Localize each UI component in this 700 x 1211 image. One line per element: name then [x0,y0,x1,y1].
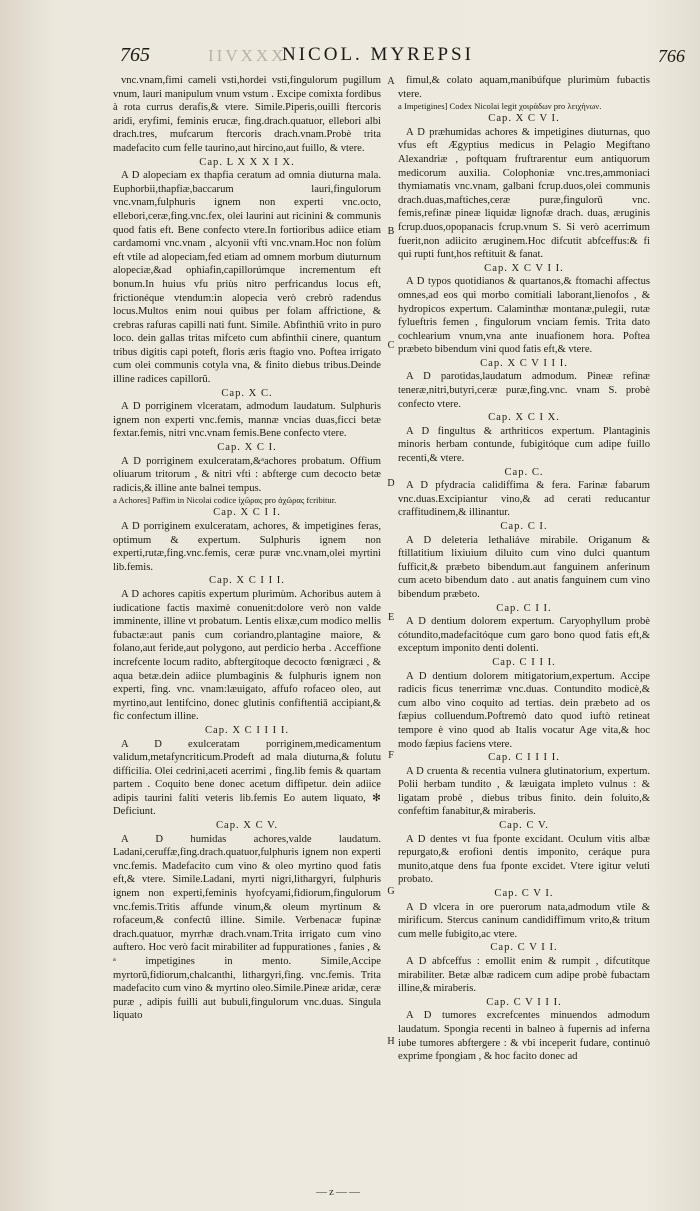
margin-letter: C [387,340,395,351]
right-column [398,74,650,1064]
margin-letter: E [387,612,395,623]
paragraph: A D pfydracia calidiffima & fera. Farinæ fabarum vnc.duas.Excipiantur vino,& ad cerati reducantur craffitudinem,& illinantur. [398,480,650,519]
margin-letter: F [388,750,394,761]
paragraph: A D exulceratam porriginem,medicamentum validum,metafyncriticum.Prodeft ad mala diuturna,& folutu difficilia. Olei cedrini,aceti acerrimi , fing.lib femis & quartam partem . Coquito bene donec acetum diffipetur. dein adiice adipis taurini falíti veteris lib.femis Eo autem liquato, ✻ Deficiunt. [113,738,381,818]
paragraph: A D dentium dolorem mitigatorium,expertum. Accipe radicis ficus tenerrimæ vnc.duas. Contundito modicè,& cum albo vino coquito ad tertias. dein præbeto ad os fæpius colluendum.Poftremò dato quod iuftò retineat tempore è vino quod ab Italis vocatur Age vita,& hoc modo fæpius faciens vtere. [398,670,650,750]
paragraph: A D porriginem vlceratam, admodum laudatum. Sulphuris ignem non experti vnc.femis, mannæ vncias duas,ficci betæ fextar.femis, nitri vnc.vnam femis.Bene confecto vtere. [113,401,381,440]
paragraph: A D dentes vt fua fponte excidant. Oculum vitis albæ repurgato,& erofioni dentis imponito, ceráque pura munito,atque dens fua fponte excidet. Vtere igitur veluti probato. [398,833,650,886]
paragraph: A D achores capitis expertum plurimùm. Achoribus autem à iudicatione factis maximè conuenit:dolore verò non valde imminente, illine vt probatum. Lentis elixæ,cum modico mellis fubactæ:aut panis cum coriandro,plantagine maiore, & folano,aut feride,aut polygono, aut perdicio herba . Acceffione increfcente locum radito, abftergítoque decocto fœnigræci , & aqua betæ.dein adiice plumbaginis & fulphuris ignem non experti, fing. vnc. vnam:læuigato, affufo rofaceo oleo, aut myrtino,aut lentifcino, donec glutinis confiftentiā accipiant,& fic confectum illine. [113,588,381,723]
chapter-heading: Cap. C V I I I. [486,996,562,1008]
footnote: a Achores] Paffim in Nicolai codice ἰχῶρας pro ἀχῶρας fcribitur. [113,495,337,506]
chapter-heading: Cap. X C V I I. [484,262,564,274]
chapter-heading: Cap. X C I I I I. [204,724,290,736]
margin-letter: H [387,1036,395,1047]
page-number-left: 765 [120,44,150,66]
paragraph: A D vlcera in ore puerorum nata,admodum vtile & mirificum. Stercus caninum candidiffimum vrito,& tritum cum melle fubigito,ac vtere. [398,901,650,940]
chapter-heading: Cap. C I I. [496,602,552,614]
paragraph: A D humidas achores,valde laudatum. Ladani,ceruffæ,fing.drach.quatuor,fulphuris ignem non experti vnc.femis. Madefacito cum vino & oleo myrtino quod fatis eft,& vtere. Simile.Ladani, myrti nigri,lithargyri, fulphuris ignem non experti,feminis hyofcyami,fidiorum,fingulorum vnc.femis.Tritis affunde vinum,& oleum myrtinum & rofaceum,& confectũ illine. Simile. Verbenacæ fupinæ drach.quatuor, myrrhæ drach.vnam.Trita irrigato cum vino auftero. Hoc verò facit mirabiliter ad fuppurationes , fanies , & ᵃ impetigines in mento. Simile,Accipe myrtorũ,fidiorum,chalcanthi, lithargyri,fing. vnc.femis. Trita madefacito cum vino & myrtino oleo.Simile.Pineæ aridæ, ceræ puræ , adipis fuilli aut bubuli,fingulorum vnc.duas. Singula liquato [113,833,381,1022]
chapter-heading: Cap. X C I X. [488,412,560,424]
chapter-heading: Cap. X C. [221,387,273,399]
page-number-right: 766 [658,46,685,66]
paragraph: A D tumores excrefcentes minuendos admodum laudatum. Spongia recenti in balneo à fupernis ad inferna iube tumores abftergere : & vbi inceperit fudare, continuò exprime fpongiam , & hoc facito donec ad [398,1010,650,1063]
paragraph: A D cruenta & recentia vulnera glutinatorium, expertum. Polii herbam tundito , & læuigata impleto vulnus : & ligatam probè , diebus tribus finito. dein foluito,& confeftim fanabitur,& miraberis. [398,765,650,818]
paragraph: A D præhumidas achores & impetigines diuturnas, quo vfus eft Ægyptius medicus in Pelagio Megiftano Alexandriæ , poftquam fruftrarentur eum antiquorum medicorum auxilia. Colophoniæ vnc.tres,ammoniaci thymiamatis vnc.vnam, galbani fcrup.duos,olei communis drach.duas,maftiches,ceræ puræ,fingulorũ vnc. femis,refinæ pineæ liquidæ lignofæ drach. duas, æruginis fcrup.duos,opopanacis fcrup.vnum S. Si verò acerrimum fuerit,non adiicito æruginem.Hoc difcutit abfceffus:& fi qui rupti funt,hos reftituit & fanat. [398,126,650,261]
margin-letter: G [387,886,395,897]
bleed-through-text: IIVXXX [208,46,287,65]
paragraph: A D typos quotidianos & quartanos,& ftomachi affectus omnes,ad eos qui morbo comitiali laborant,lienofos , & hydropicos expertum. Calaminthæ montanæ,pulegii, rutæ fylueftris femen , fingulorum vnciam femis. Trita dato cochlearium vnum,vna ante inuafionem hora. Poftea præbeto bibendum vini quod fatis eft,& vtere. [398,276,650,356]
chapter-heading: Cap. C I I I I. [488,752,560,764]
chapter-heading: Cap. C V I I. [490,942,558,954]
paragraph: A D abfceffus : emollit enim & rumpit , difcutítque mirabiliter. Betæ albæ radicem cum adipe probè fubactam illine,& miraberis. [398,956,650,995]
paragraph: A D deleteria lethaliáve mirabile. Origanum & ftillatitium lixiuium diluito cum vino dulci quantum fufficit,& præbeto bibendum.aut fanguinem anferinum cum aceto bibendum dato . aut anatis fanguinem cum vino bibendum præbeto. [398,534,650,600]
paragraph: vnc.vnam,fimi cameli vsti,hordei vsti,fingulorum pugillum vnum, lauri manipulum vnum vstum . Excipe comixta fordibus à rota currus derafis,& vtere. Simile.Piperis,ouilli ftercoris aridi, eryfimi, feminis erucæ, fing.drach.quatuor, ellebori albi drach.tres, mufcarum ftercoris drach.vnam.Probè trita madefacito cum felle taurino,aut hircino,aut fuillo, & vtere. [113,75,381,154]
chapter-heading: Cap. X C V I. [488,113,560,125]
paragraph: A D fingultus & arthriticos expertum. Plantaginis minoris herbam contunde, fubigitóque cum adipe fuillo recenti,& vtere. [398,425,650,465]
paragraph: A D parotidas,laudatum admodum. Pineæ refinæ teneræ,nitri,butyri,ceræ puræ,fing.vnc. vnam S. probè confecto vtere. [398,371,650,410]
chapter-heading: Cap. X C V I I I. [480,357,568,369]
chapter-heading: Cap. C V. [499,820,549,832]
chapter-heading: Cap. X C I I I. [209,575,285,587]
margin-letter: D [387,478,395,489]
paragraph: fimul,& colato aquam,manibúfque plurimùm fubactis vtere. [398,75,650,100]
footnote: a Impetigines] Codex Nicolai legit χοιράδων pro λειχήνων. [398,101,602,112]
running-title: NICOL. MYREPSI [282,44,474,65]
chapter-heading: Cap. X C V. [215,820,279,832]
chapter-heading: Cap. X C I. [217,442,277,454]
paragraph: A D porriginem exulceratam,&ᵃachores probatum. Offium oliuarum tritorum , & nitri vfti : abfterge cum decocto betæ radicis,& illine ante balnei tempus. [113,455,381,494]
chapter-heading: Cap. L X X X I X. [199,156,295,168]
paragraph: A D porriginem exulceratam, achores, & impetigines feras, optimum & expertum. Sulphuris ignem non experti,rutæ,fing.vnc.femis, ceræ puræ vnc.vnam,olei myrtini lib.femis. [113,521,381,573]
page-header [0,44,700,68]
chapter-heading: Cap. C V I. [494,888,554,900]
chapter-heading: Cap. X C I I. [213,507,281,519]
left-column [113,74,381,1023]
margin-letter: B [387,226,395,237]
paragraph: A D dentium dolorem expertum. Caryophyllum probè cótundito,madefacitóque cum garo bono quod fatis eft,& exceptum imponito denti dolenti. [398,616,650,655]
chapter-heading: Cap. C I. [500,521,548,532]
signature-mark: —z—— [316,1186,362,1198]
paragraph: A D alopeciam ex thapfia ceratum ad omnia diuturna mala. Euphorbii,thapfiæ,baccarum lauri,fingulorum vnc.vnam,fulphuris ignem non experti vnc.octo, ellebori,ceræ,fing.vnc.fex, olei laurini aut ricinini & communis quod fatis eft. Bene confecto vtere.In fortioribus adiice etiam cardamomi vnc.vnam , alcyonii vfti vnc.vnam.Hoc non folùm eft vtile ad alopeciam,fed etiam ad omnem morbum diuturnum alopeciæ,&ad ophiafin,capillorúmque incrementum eft bonum.In huius vfu priùs nitro perfricandus locus eft, frictionéque vtendum:in alopecia verò crebrò radendus locus.Multos enim noui quibus per folam affrictione, & crebras rafuras capilli nati funt. Simile. Abfinthiũ vrito in puro loco. dein gallas tritas mifceto cum abfinthii cinere, quantum tribus digitis capi poteft, floris æris ftagio vno. Poftea irrigato cum olei communis cotyla vna, & finito diebus tribus.Deinde illine radices capillorũ. [113,170,381,386]
chapter-heading: Cap. C I I I. [492,656,556,668]
chapter-heading: Cap. C. [504,466,544,478]
margin-letter: A [387,76,395,87]
